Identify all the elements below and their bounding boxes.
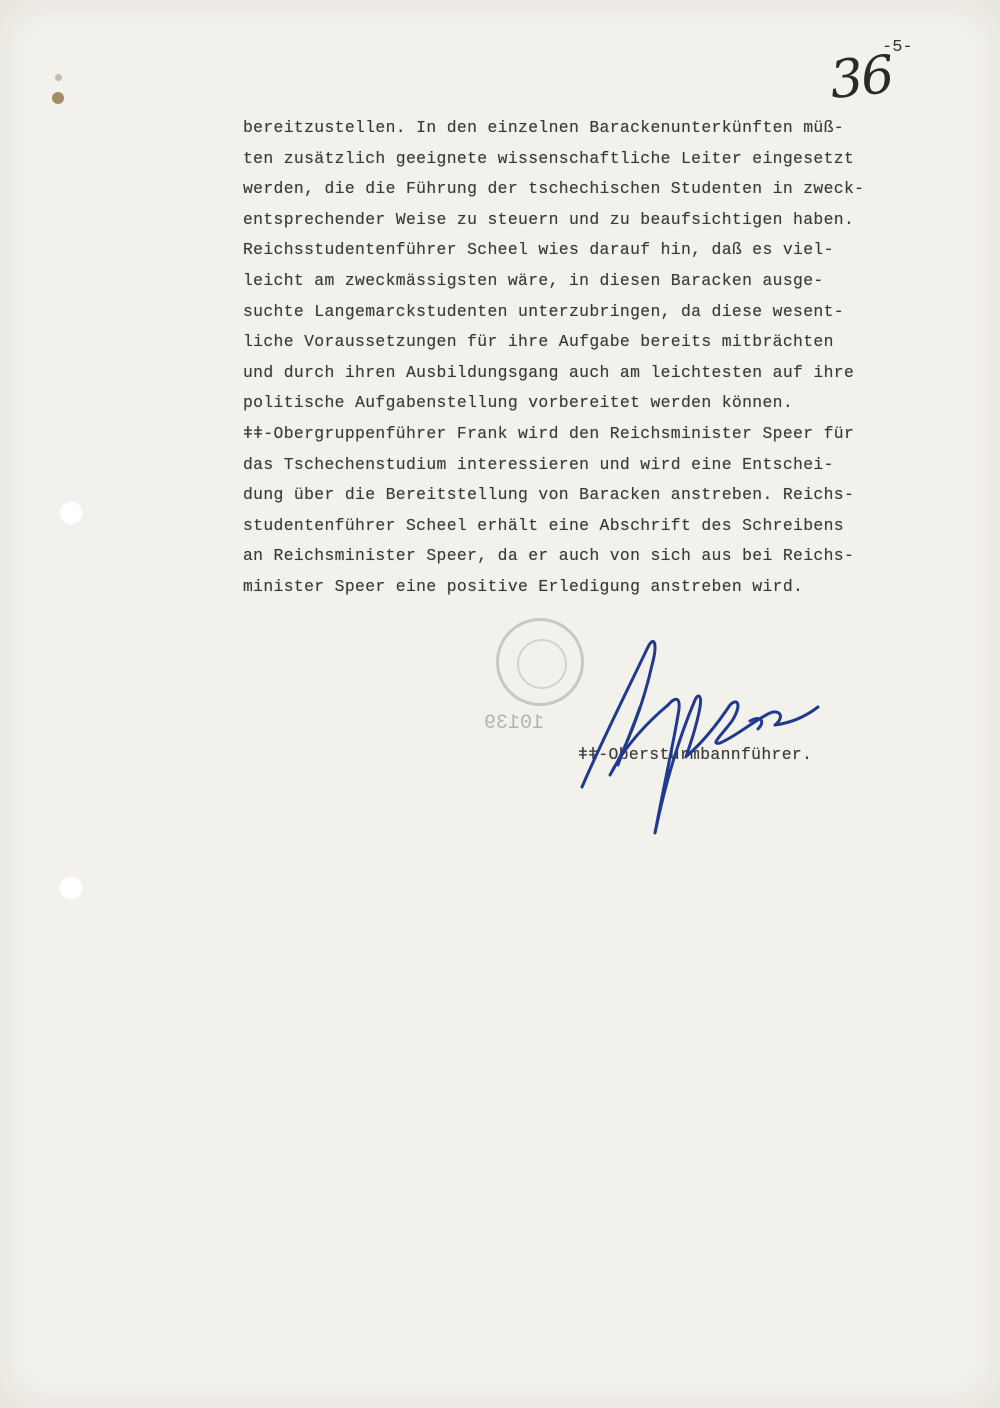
ink-speck — [55, 74, 62, 81]
folio-number: 36 — [827, 44, 896, 112]
text-line: bereitzustellen. In den einzelnen Barackenunterkünften müß- — [243, 118, 844, 137]
text-line: leicht am zweckmässigsten wäre, in diesen Baracken ausge- — [243, 270, 824, 290]
signatory-rank: ǂǂ-Obersturmbannführer. — [578, 745, 813, 764]
handwritten-signature — [570, 625, 830, 840]
text-line: liche Voraussetzungen für ihre Aufgabe bereits mitbrächten — [243, 332, 834, 352]
ink-spot — [52, 92, 64, 104]
text-line: politische Aufgabenstellung vorbereitet werden können. — [243, 393, 794, 413]
page-marker: -5- — [882, 38, 913, 57]
punch-hole-top — [58, 500, 84, 526]
body-text — [243, 113, 983, 603]
text-line: und durch ihren Ausbildungsgang auch am leichtesten auf ihre — [243, 362, 855, 382]
text-line: Reichsstudentenführer Scheel wies darauf hin, daß es viel- — [243, 240, 834, 260]
text-line: studentenführer Scheel erhält eine Abschrift des Schreibens — [243, 515, 844, 535]
text-line: das Tschechenstudium interessieren und wird eine Entschei- — [243, 454, 834, 474]
text-line: suchte Langemarckstudenten unterzubringen, da diese wesent- — [243, 301, 844, 321]
text-line: werden, die die Führung der tschechischen Studenten in zweck- — [243, 179, 865, 199]
text-line: minister Speer eine positive Erledigung anstreben wird. — [243, 576, 804, 596]
punch-hole-bottom — [58, 875, 84, 901]
text-line: entsprechender Weise zu steuern und zu beaufsichtigen haben. — [243, 209, 855, 229]
text-line: an Reichsminister Speer, da er auch von sich aus bei Reichs- — [243, 546, 855, 566]
text-line: ten zusätzlich geeignete wissenschaftliche Leiter eingesetzt — [243, 148, 855, 168]
text-line: ǂǂ-Obergruppenführer Frank wird den Reichsminister Speer für — [243, 423, 855, 443]
mirrored-archive-number: 10139 — [484, 712, 545, 735]
text-line: dung über die Bereitstellung von Baracken anstreben. Reichs- — [243, 485, 855, 505]
